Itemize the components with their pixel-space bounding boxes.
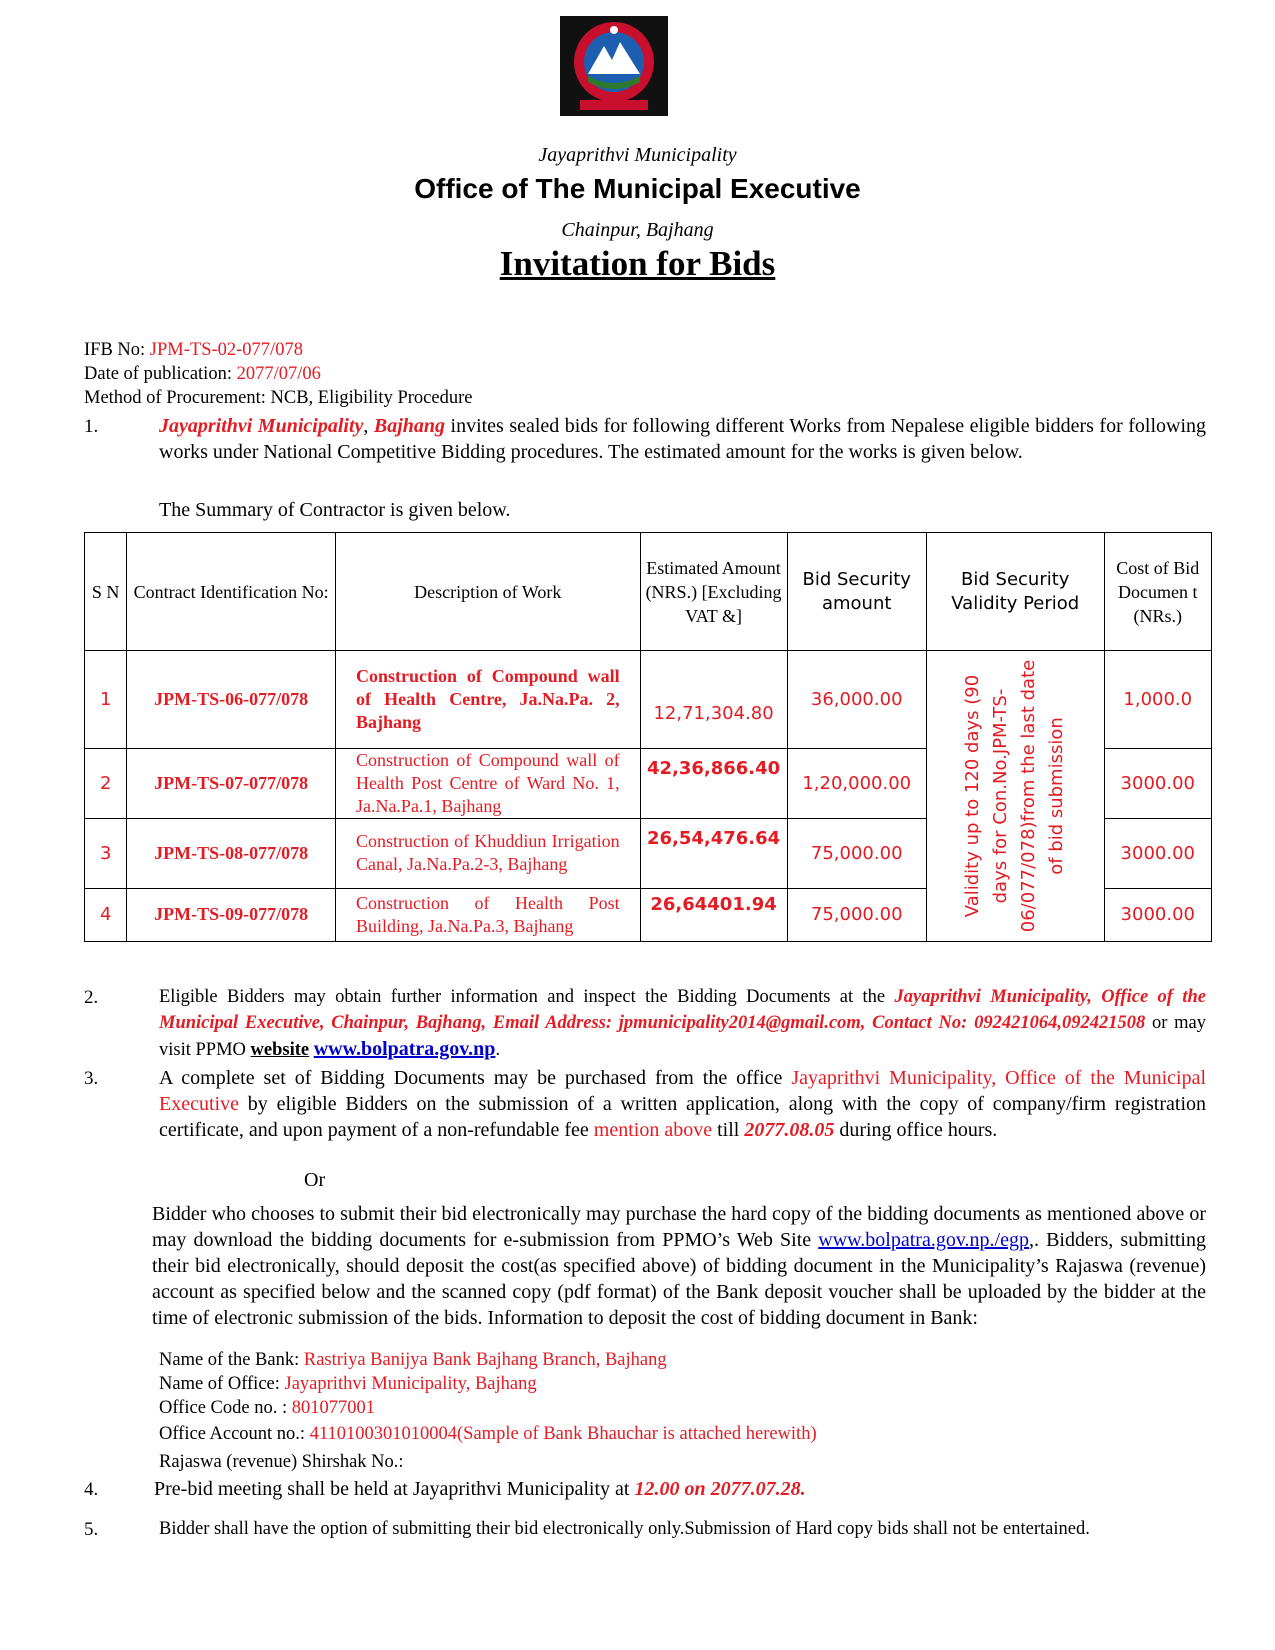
electronic-body-2: ,. Bidders, submitting their bid electronically, should deposit the cost(as specified above) of bidding document in the Municipality’s Rajaswa (revenue) account as specified below and the scanned copy (pdf format) of the Bank deposit voucher shall be uploaded by the bidder at the time of electronic submission of the bids. Information to deposit the cost of bidding document in Bank: — [152, 1229, 1206, 1329]
cell-description: Construction of Health Post Building, Ja.Na.Pa.3, Bajhang — [335, 888, 640, 941]
section-number: 2. — [84, 987, 99, 1008]
section-3-body-2: by eligible Bidders on the submission of a written application, along with the copy of company/firm registration certificate, and upon payment of a non-refundable fee — [159, 1093, 1206, 1141]
table-row — [85, 651, 1212, 749]
cell-description: Construction of Compound wall of Health Centre, Ja.Na.Pa. 2, Bajhang — [335, 651, 640, 749]
till-text: till — [712, 1119, 745, 1141]
section-number: 4. — [84, 1479, 99, 1500]
section-2-tail: or may visit PPMO — [159, 1013, 1206, 1060]
section-4-text — [154, 1476, 1201, 1502]
cell-validity — [926, 651, 1104, 942]
page-title: Invitation for Bids — [499, 244, 776, 283]
section-3-text — [159, 1065, 1206, 1143]
office-code-line — [159, 1398, 375, 1419]
separator: , — [363, 415, 374, 437]
publication-date — [84, 364, 321, 385]
section-number: 1. — [84, 416, 99, 437]
section-5-text: Bidder shall have the option of submitting their bid electronically only.Submission of Hard copy bids shall not be entertained. — [159, 1519, 1090, 1539]
summary-caption: The Summary of Contractor is given below. — [159, 499, 511, 521]
col-header-cost: Cost of Bid Documen t (NRs.) — [1104, 533, 1211, 651]
account-value: 4110100301010004(Sample of Bank Bhauchar is attached herewith) — [309, 1424, 817, 1444]
section-number: 3. — [84, 1068, 99, 1089]
date-value: 2077/07/06 — [236, 364, 321, 384]
cell-contract-id: JPM-TS-06-077/078 — [127, 651, 336, 749]
bids-table — [84, 532, 1212, 942]
col-header-description: Description of Work — [335, 533, 640, 651]
cell-sn: 3 — [85, 819, 127, 888]
cell-cost: 1,000.0 — [1104, 651, 1211, 749]
rajaswa-line: Rajaswa (revenue) Shirshak No.: — [159, 1452, 404, 1472]
procurement-method: Method of Procurement: NCB, Eligibility Procedure — [84, 388, 473, 408]
nepal-emblem-logo — [560, 16, 668, 116]
office-name-line — [159, 1374, 537, 1395]
pre-bid-time: 12.00 on 2077.07.28. — [634, 1478, 806, 1500]
cell-description: Construction of Compound wall of Health Post Centre of Ward No. 1, Ja.Na.Pa.1, Bajhang — [335, 748, 640, 818]
district-name: Bajhang — [373, 415, 446, 437]
date-label: Date of publication: — [84, 364, 237, 384]
section-2-end: . — [495, 1040, 501, 1060]
fee-text: mention above — [593, 1119, 713, 1141]
office-name-label: Name of Office: — [159, 1374, 285, 1394]
municipality-name: Jayaprithvi Municipality — [538, 144, 737, 166]
cell-description: Construction of Khuddiun Irrigation Canal, Ja.Na.Pa.2-3, Bajhang — [335, 819, 640, 888]
account-label: Office Account no.: — [159, 1424, 310, 1444]
section-2-body: Eligible Bidders may obtain further information and inspect the Bidding Documents at the — [159, 987, 895, 1007]
section-1-text — [159, 413, 1206, 465]
col-header-estimated: Estimated Amount (NRS.) [Excluding VAT &] — [640, 533, 787, 651]
cell-contract-id: JPM-TS-09-077/078 — [127, 888, 336, 941]
office-hours-text: during office hours. — [834, 1119, 998, 1141]
cell-estimated: 12,71,304.80 — [640, 651, 787, 749]
or-text: Or — [304, 1169, 326, 1191]
cell-contract-id: JPM-TS-07-077/078 — [127, 748, 336, 818]
ifb-number — [84, 340, 303, 361]
section-4-body: Pre-bid meeting shall be held at Jayaprithvi Municipality at — [154, 1478, 635, 1500]
cell-contract-id: JPM-TS-08-077/078 — [127, 819, 336, 888]
cell-estimated: 26,64401.94 — [640, 888, 787, 941]
website-label: website — [250, 1040, 310, 1060]
office-location: Chainpur, Bajhang — [561, 219, 714, 241]
bank-name-value: Rastriya Banijya Bank Bajhang Branch, Bajhang — [303, 1350, 667, 1370]
contact-details: Jayaprithvi Municipality, Office of the Municipal Executive, Chainpur, Bajhang, Email Address: jpmunicipality2014@gmail.com, Contact No: 092421064,092421508 — [159, 987, 1206, 1033]
office-name: Jayaprithvi Municipality, Office of the Municipal Executive — [159, 1067, 1207, 1115]
electronic-submission-text — [152, 1201, 1206, 1331]
egp-website-link[interactable]: www.bolpatra.gov.np./egp — [818, 1229, 1029, 1251]
cell-bid-security: 1,20,000.00 — [787, 748, 926, 818]
cell-estimated: 26,54,476.64 — [640, 819, 787, 888]
cell-cost: 3000.00 — [1104, 819, 1211, 888]
electronic-body: Bidder who chooses to submit their bid electronically may purchase the hard copy of the bidding documents as mentioned above or may download the bidding documents for e-submission from PPMO’s Web Site — [152, 1203, 1206, 1251]
ppmo-website-link[interactable]: www.bolpatra.gov.np — [313, 1038, 496, 1060]
bank-name-line — [159, 1350, 667, 1371]
cell-bid-security: 36,000.00 — [787, 651, 926, 749]
ifb-label: IFB No: — [84, 340, 150, 360]
section-2-text — [159, 984, 1206, 1063]
office-title: Office of The Municipal Executive — [414, 173, 861, 204]
validity-text: Validity up to 120 days (90 days for Con.No.JPM-TS-06/077/078)from the last date of bid submission — [962, 659, 1068, 933]
office-name-value: Jayaprithvi Municipality, Bajhang — [284, 1374, 537, 1394]
col-header-validity: Bid Security Validity Period — [926, 533, 1104, 651]
office-code-value: 801077001 — [291, 1398, 375, 1418]
cell-sn: 2 — [85, 748, 127, 818]
ifb-value: JPM-TS-02-077/078 — [149, 340, 303, 360]
section-1-body: invites sealed bids for following different Works from Nepalese eligible bidders for following works under National Competitive Bidding procedures. The estimated amount for the works is given below. — [159, 415, 1206, 463]
cell-sn: 1 — [85, 651, 127, 749]
cell-bid-security: 75,000.00 — [787, 819, 926, 888]
table-header-row — [85, 533, 1212, 651]
col-header-bid-security: Bid Security amount — [787, 533, 926, 651]
bank-name-label: Name of the Bank: — [159, 1350, 304, 1370]
account-line — [159, 1424, 817, 1445]
cell-bid-security: 75,000.00 — [787, 888, 926, 941]
col-header-contract-id: Contract Identification No: — [127, 533, 336, 651]
org-name: Jayaprithvi Municipality — [159, 415, 364, 437]
cell-cost: 3000.00 — [1104, 888, 1211, 941]
cell-sn: 4 — [85, 888, 127, 941]
cell-cost: 3000.00 — [1104, 748, 1211, 818]
col-header-sn: S N — [85, 533, 127, 651]
section-3-body: A complete set of Bidding Documents may be purchased from the office — [159, 1067, 792, 1089]
deadline-date: 2077.08.05 — [744, 1119, 835, 1141]
cell-estimated: 42,36,866.40 — [640, 748, 787, 818]
office-code-label: Office Code no. : — [159, 1398, 292, 1418]
section-number: 5. — [84, 1519, 99, 1540]
